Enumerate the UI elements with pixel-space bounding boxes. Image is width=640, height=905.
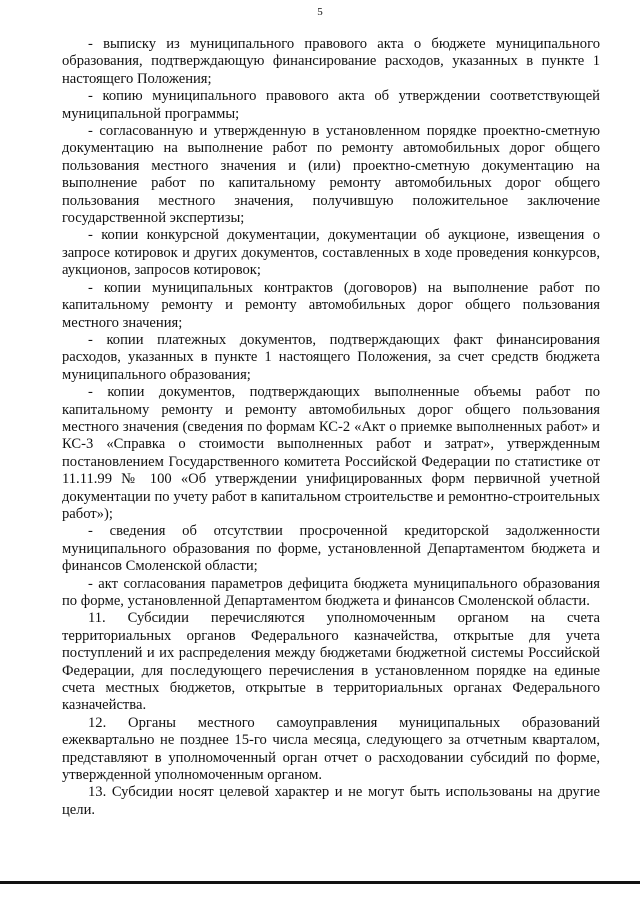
page-number: 5 [317, 6, 323, 18]
bottom-divider [0, 881, 640, 884]
list-item-completed-works-documents: - копии документов, подтверждающих выполненные объемы работ по капитальному ремонту и ремонту автомобильных дорог общего пользования местного значения (сведения по формам КС-2 «Акт о приемке выполненных работ» и КС-3 «Справка о стоимости выполненных работ и затрат», утвержденным постановлением Государственного комитета Российской Федерации по статистике от 11.11.99 № 100 «Об утверждении унифицированных форм первичной учетной документации по учету работ в капитальном строительстве и ремонтно-строительных работ»); [62, 384, 600, 522]
document-body [62, 36, 600, 819]
list-item-program-act-copy: - копию муниципального правового акта об утверждении соответствующей муниципальной программы; [62, 88, 600, 122]
list-item-municipal-contracts: - копии муниципальных контрактов (договоров) на выполнение работ по капитальному ремонту и ремонту автомобильных дорог общего пользования местного значения; [62, 279, 600, 331]
list-item-payment-documents: - копии платежных документов, подтверждающих факт финансирования расходов, указанных в пункте 1 настоящего Положения, за счет средств бюджета муниципального образования; [62, 331, 600, 383]
clause-13: 13. Субсидии носят целевой характер и не могут быть использованы на другие цели. [62, 784, 600, 818]
list-item-no-overdue-debt: - сведения об отсутствии просроченной кредиторской задолженности муниципального образования по форме, установленной Департаментом бюджета и финансов Смоленской области; [62, 523, 600, 575]
list-item-design-documentation: - согласованную и утвержденную в установленном порядке проектно-сметную документацию на выполнение работ по ремонту автомобильных дорог общего пользования местного значения и (или) проектно-сметную документацию на выполнение работ по капитальному ремонту автомобильных дорог общего пользования местного значения, получившую положительное заключение государственной экспертизы; [62, 123, 600, 227]
clause-12: 12. Органы местного самоуправления муниципальных образований ежеквартально не позднее 15-го числа месяца, следующего за отчетным кварталом, представляют в уполномоченный орган отчет о расходовании субсидий по форме, утвержденной уполномоченным органом. [62, 714, 600, 784]
list-item-budget-extract: - выписку из муниципального правового акта о бюджете муниципального образования, подтверждающую финансирование расходов, указанных в пункте 1 настоящего Положения; [62, 36, 600, 87]
list-item-deficit-agreement-act: - акт согласования параметров дефицита бюджета муниципального образования по форме, установленной Департаментом бюджета и финансов Смоленской области. [62, 575, 600, 609]
list-item-tender-documentation: - копии конкурсной документации, документации об аукционе, извещения о запросе котировок и других документов, составленных в ходе проведения конкурсов, аукционов, запросов котировок; [62, 227, 600, 279]
clause-11: 11. Субсидии перечисляются уполномоченным органом на счета территориальных органов Федерального казначейства, открытые для учета поступлений и их распределения между бюджетами бюджетной системы Российской Федерации, для последующего перечисления в установленном порядке на единые счета местных бюджетов, открытые в территориальных органах Федерального казначейства. [62, 610, 600, 714]
